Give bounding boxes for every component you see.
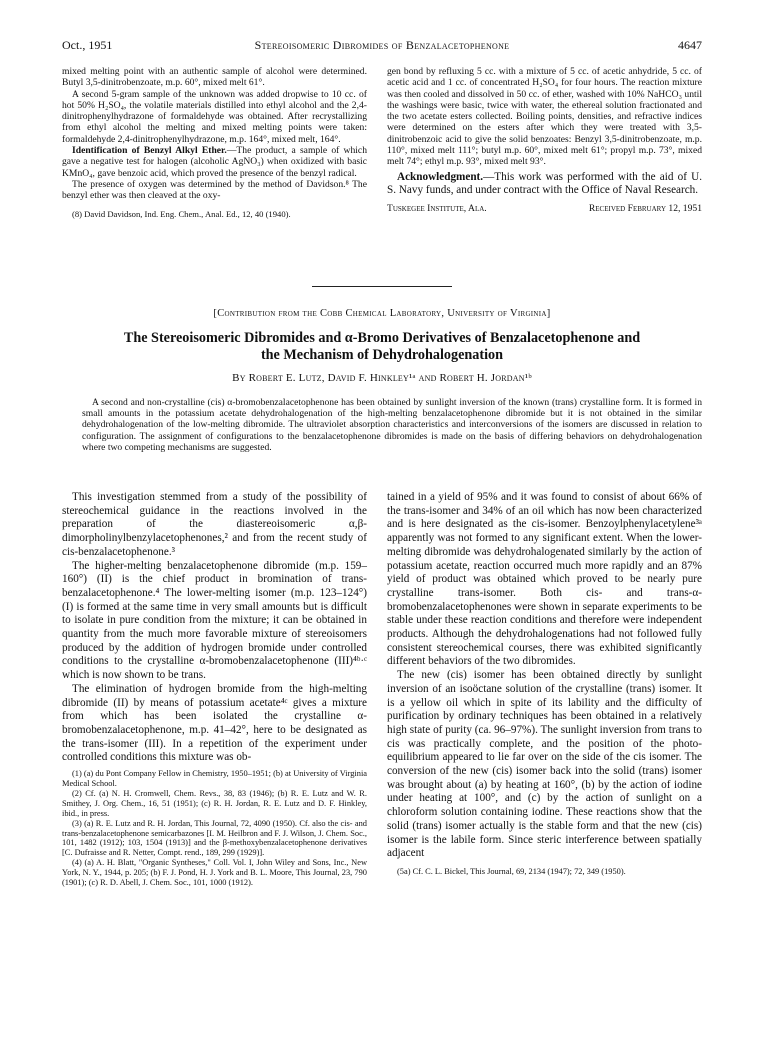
footnotes: [62, 769, 367, 888]
abstract: A second and non-crystalline (cis) α-bromobenzalacetophenone has been obtained by sunlight inversion of the known (trans) crystalline form. It is formed in small amounts in the potassium acetate dehydrohalogenation of the high-melting benzalacetophenone dibromide but it is not obtained in the similar dehydrohalogenation of the low-melting dibromide. The ultraviolet absorption characteristics and interconversions of the isomers are discussed in relation to configuration. The assignment of configurations to the benzalacetophenone dibromides is made on the basis of differing behaviors on dehydrohalogenation where two competing mechanisms are suggested.: [82, 397, 702, 453]
title-line: the Mechanism of Dehydrohalogenation: [260, 347, 504, 363]
paragraph: The higher-melting benzalacetophenone dibromide (m.p. 159–160°) (II) is the chief product in bromination of trans-benzalacetophenone.⁴ The lower-melting isomer (m.p. 123–124°) (I) is formed at the same time in very small amounts but is difficult to isolate in pure condition from the mixture; it can be obtained in quantity from the much more favorable mixture of stereoisomers produced by the addition of hydrogen bromide under controlled conditions to the crystalline α-bromobenzalacetophenone (III)⁴ᵇ·ᶜ which is now shown to be trans.: [62, 559, 367, 682]
received-date: Received February 12, 1951: [588, 202, 702, 214]
header-page-number: 4647: [678, 38, 702, 52]
top-left-column: [62, 66, 367, 219]
footnote: (3) (a) R. E. Lutz and R. H. Jordan, This Journal, 72, 4090 (1950). Cf. also the cis- and trans-benzalacetophenone semicarbazones [I. M. Heilbron and F. J. Wilson, J. Chem. Soc., 101, 1482 (1912); 103, 1504 (1913)] and the β-methoxybenzalacetophenone derivatives [C. Dufraisse and R. Netter, Compt. rend., 189, 299 (1929)].: [62, 818, 367, 858]
paragraph: The presence of oxygen was determined by the method of Davidson.⁸ The benzyl ether was then cleaved at the oxy-: [62, 178, 367, 202]
paragraph: A second 5-gram sample of the unknown was added dropwise to 10 cc. of hot 50% H₂SO₄, the volatile materials distilled into ethyl alcohol and the 2,4-dinitrophenylhydrazone of formaldehyde was obtained. After recrystallizing from ethyl alcohol the melting and mixed melting points were taken: formaldehyde 2,4-dinitrophenylhydrazone, m.p. 164°, mixed melt, 164°.: [62, 88, 367, 145]
footnote: (2) Cf. (a) N. H. Cromwell, Chem. Revs., 38, 83 (1946); (b) R. E. Lutz and W. R. Smithey, J. Org. Chem., 16, 51 (1951); (c) R. H. Jordan, R. E. Lutz and D. F. Hinkley, ibid., in press.: [62, 788, 367, 818]
paragraph: mixed melting point with an authentic sample of alcohol were determined. Butyl 3,5-dinitrobenzoate, m.p. 60°, mixed melt 61°.: [62, 66, 367, 89]
running-head: [62, 38, 702, 54]
footnote: (1) (a) du Pont Company Fellow in Chemistry, 1950–1951; (b) at University of Virginia Medical School.: [62, 769, 367, 788]
body-left-column: [62, 491, 367, 888]
footnote: (5a) Cf. C. L. Bickel, This Journal, 69, 2134 (1947); 72, 349 (1950).: [397, 866, 626, 876]
paragraph: The new (cis) isomer has been obtained directly by sunlight inversion of an isoöctane solution of the crystalline (trans) isomer. It is a yellow oil which in spite of its lability and the difficulty of purification by ordinary techniques has been obtained in a relatively high state of purity (ca. 96–97%). The sunlight inversion from trans to cis was practically complete, and the position of the photo-equilibrium appeared to lie far over on the side of the cis isomer. The conversion of the new (cis) isomer back into the solid (trans) isomer was brought about (a) by heating at 160°, (b) by the action of iodine under heating at 100°, and (c) by the action of sunlight on a chloroform solution containing iodine. These reactions show that the solid (trans) isomer actually is the stable form and that the new (cis) isomer is the labile form. Since steric interference between spatially adjacent: [387, 669, 702, 860]
paragraph: gen bond by refluxing 5 cc. with a mixture of 5 cc. of acetic anhydride, 5 cc. of acetic acid and 1 cc. of concentrated H₂SO₄ for four hours. The reaction mixture was then cooled and dissolved in 50 cc. of ether, washed with 10% NaHCO₃ until the washings were basic, twice with water, the ethereal solution fractionated and the two acetate esters collected. Boiling points, densities, and refractive indices were determined on the esters after which they were treated with 3,5-dinitrobenzoic acid to give the solid benzoates: Benzyl 3,5-dinitrobenzoate, m.p. 110°, mixed melt 111°; butyl m.p. 60°, mixed melt 61°; propyl m.p. 73°, mixed melt 74°; ethyl m.p. 93°, mixed melt 93°.: [387, 66, 702, 168]
article-title: [62, 330, 702, 364]
byline: By Robert E. Lutz, David F. Hinkley¹ᵃ and Robert H. Jordan¹ᵇ: [232, 372, 532, 384]
section-divider: [312, 286, 452, 287]
contribution-line: [Contribution from the Cobb Chemical Laboratory, University of Virginia]: [213, 308, 551, 319]
paragraph: tained in a yield of 95% and it was found to consist of about 66% of the trans-isomer and 34% of an oil which has now been characterized and is here designated as the cis-isomer. Benzoylphenylacetylene³ᵃ apparently was not formed to any significant extent. When the lower-melting dibromide was dehydrohalogenated similarly by the action of potassium acetate, reaction occurred much more rapidly and an 87% yield of product was obtained which proved to be nearly pure crystalline trans-isomer. Both cis- and trans-α-bromobenzalacetophenones were shown in separate experiments to be stable under these reaction conditions and therefore were independent products. Although the dehydrohalogenations had not followed fully consistent stereochemical courses, there was exhibited significantly different behaviors of the two dibromides.: [387, 491, 702, 668]
footnote: (8) David Davidson, Ind. Eng. Chem., Anal. Ed., 12, 40 (1940).: [72, 208, 291, 219]
paragraph: The elimination of hydrogen bromide from the high-melting dibromide (II) by means of potassium acetate⁴ᶜ gives a mixture from which has been isolated the crystalline α-bromobenzalacetophenone, m.p. 41–42°, here to be designated as the trans-isomer (III). In a repetition of the experiment under controlled conditions this mixture was ob-: [62, 682, 367, 764]
affiliation: Tuskegee Institute, Ala.: [387, 202, 487, 214]
paragraph: This investigation stemmed from a study of the possibility of stereochemical guidance in the reactions involved in the preparation of the diastereoisomeric α,β-dimorpholinylbenzylacetophenones,² and from the recent study of cis-benzalacetophenone.³: [62, 491, 367, 558]
acknowledgment-text: —This work was performed with the aid of U. S. Navy funds, and under contract with the Office of Naval Research.: [387, 170, 702, 196]
top-right-column: [387, 66, 702, 214]
footnote: (4) (a) A. H. Blatt, "Organic Syntheses," Coll. Vol. I, John Wiley and Sons, Inc., New York, N. Y., 1944, p. 205; (b) F. J. Pond, H. J. York and B. L. Moore, This Journal, 23, 790 (1901); (c) R. D. Abell, J. Chem. Soc., 101, 1000 (1912).: [62, 858, 367, 888]
affiliation-line: [387, 203, 702, 214]
header-running-title: Stereoisomeric Dibromides of Benzalacetophenone: [254, 38, 510, 52]
acknowledgment-heading: Acknowledgment.: [397, 170, 484, 183]
header-date: Oct., 1951: [62, 38, 113, 52]
paragraph: —The product, a sample of which gave a negative test for halogen (alcoholic AgNO₃) when oxidized with basic KMnO₄, gave benzoic acid, which proved the presence of the benzyl radical.: [62, 145, 367, 179]
body-right-column: [387, 491, 702, 877]
title-line: The Stereoisomeric Dibromides and α-Bromo Derivatives of Benzalacetophenone and: [123, 330, 641, 346]
journal-page: [62, 38, 702, 1038]
section-heading: Identification of Benzyl Alkyl Ether.: [72, 145, 227, 157]
